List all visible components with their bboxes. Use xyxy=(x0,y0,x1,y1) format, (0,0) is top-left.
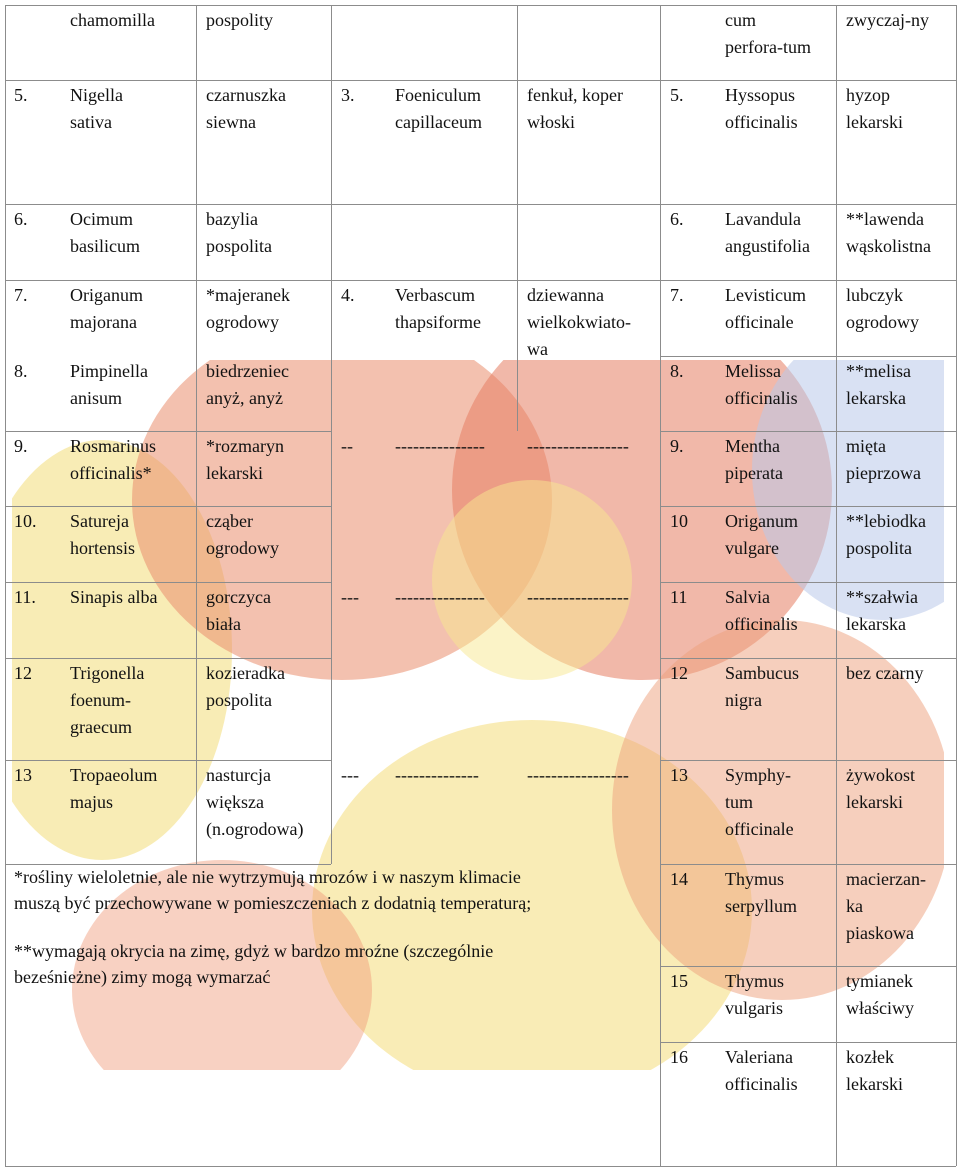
cell-r6-c-num xyxy=(670,508,688,535)
cell-line: zwyczaj-ny xyxy=(846,10,929,30)
cell-line: lekarska xyxy=(846,614,906,634)
cell-line: perfora-tum xyxy=(725,37,811,57)
cell-line: tum xyxy=(725,792,754,812)
cell-line: (n.ogrodowa) xyxy=(206,819,304,839)
cell-line: 7. xyxy=(14,285,28,305)
cell-line: Symphy- xyxy=(725,765,792,785)
cell-r7-a-pl xyxy=(206,584,271,638)
table-rule xyxy=(660,658,956,659)
cell-r3-b-num xyxy=(341,282,355,309)
cell-line: basilicum xyxy=(70,236,140,256)
table-rule xyxy=(660,280,956,281)
cell-line: nigra xyxy=(725,690,762,710)
table-rule xyxy=(517,5,518,280)
cell-line: macierzan- xyxy=(846,869,926,889)
cell-line: Mentha xyxy=(725,436,780,456)
cell-line: żywokost xyxy=(846,765,915,785)
cell-r4-a-lat xyxy=(70,358,148,412)
cell-r3-c-num xyxy=(670,282,684,309)
cell-line: wa xyxy=(527,339,548,359)
cell-line: 6. xyxy=(670,209,684,229)
cell-r1-b-pl xyxy=(527,82,623,136)
cell-line: 8. xyxy=(14,361,28,381)
cell-r9-b-pl xyxy=(527,762,629,789)
cell-r3-c-pl xyxy=(846,282,919,336)
cell-line: Sambucus xyxy=(725,663,799,683)
cell-r1-a-lat xyxy=(70,82,123,136)
cell-line: Tropaeolum xyxy=(70,765,158,785)
cell-r9-c-pl xyxy=(846,762,915,816)
cell-line: Thymus xyxy=(725,971,785,991)
cell-r9-b-lat xyxy=(395,762,479,789)
table-rule xyxy=(5,431,331,432)
cell-r7-b-num xyxy=(341,584,359,611)
cell-line: wielkokwiato- xyxy=(527,312,631,332)
cell-r0-a-pl xyxy=(206,7,273,34)
cell-line: Melissa xyxy=(725,361,781,381)
cell-line: 6. xyxy=(14,209,28,229)
table-rule xyxy=(660,5,661,1166)
cell-r5-a-pl xyxy=(206,433,284,487)
cell-r2-c-num xyxy=(670,206,684,233)
cell-line: nasturcja xyxy=(206,765,271,785)
cell-line: --- xyxy=(341,587,359,607)
cell-r9-a-pl xyxy=(206,762,303,843)
table-rule xyxy=(660,760,956,761)
table-rule xyxy=(331,204,660,205)
cell-r4-a-pl xyxy=(206,358,289,412)
cell-r8-a-num xyxy=(14,660,32,687)
cell-r1-a-pl xyxy=(206,82,286,136)
cell-line: gorczyca xyxy=(206,587,271,607)
footnote-note2-line2: beześnieżne) zimy mogą wymarzać xyxy=(14,967,271,987)
cell-r7-c-lat xyxy=(725,584,798,638)
cell-r5-c-num xyxy=(670,433,684,460)
cell-line: Trigonella xyxy=(70,663,145,683)
cell-line: **lebiodka xyxy=(846,511,926,531)
cell-line: pospolita xyxy=(846,538,912,558)
cell-r11-c-num xyxy=(670,968,688,995)
cell-r7-b-lat xyxy=(395,584,485,611)
cell-line: thapsiforme xyxy=(395,312,481,332)
table-rule xyxy=(660,864,956,865)
cell-line: pospolita xyxy=(206,236,272,256)
cell-r12-c-pl xyxy=(846,1044,903,1098)
cell-line: 15 xyxy=(670,971,688,991)
cell-line: Verbascum xyxy=(395,285,475,305)
cell-line: officinalis xyxy=(725,112,798,132)
table-rule xyxy=(5,582,331,583)
cell-line: Rosmarinus xyxy=(70,436,157,456)
cell-line: lekarski xyxy=(846,1074,903,1094)
cell-line: vulgaris xyxy=(725,998,783,1018)
cell-line: bez czarny xyxy=(846,663,924,683)
cell-line: biała xyxy=(206,614,241,634)
cell-line: anisum xyxy=(70,388,122,408)
cell-line: --------------- xyxy=(395,436,485,456)
cell-line: włoski xyxy=(527,112,576,132)
cell-line: ogrodowy xyxy=(206,312,279,332)
cell-line: Sinapis alba xyxy=(70,587,158,607)
cell-line: Hyssopus xyxy=(725,85,796,105)
cell-r1-c-lat xyxy=(725,82,798,136)
cell-line: cum xyxy=(725,10,756,30)
cell-line: 13 xyxy=(14,765,32,785)
cell-r3-a-pl xyxy=(206,282,290,336)
cell-line: pieprzowa xyxy=(846,463,921,483)
cell-r6-c-lat xyxy=(725,508,798,562)
cell-r11-c-lat xyxy=(725,968,784,1022)
table-rule xyxy=(5,760,331,761)
cell-line: vulgare xyxy=(725,538,779,558)
cell-line: czarnuszka xyxy=(206,85,286,105)
cell-line: sativa xyxy=(70,112,112,132)
cell-line: graecum xyxy=(70,717,132,737)
cell-line: piperata xyxy=(725,463,783,483)
table-rule xyxy=(331,280,660,281)
table-rule xyxy=(5,80,331,81)
cell-line: Thymus xyxy=(725,869,785,889)
cell-line: tymianek xyxy=(846,971,913,991)
cell-r5-c-lat xyxy=(725,433,783,487)
table-rule xyxy=(196,5,197,864)
table-rule xyxy=(331,80,660,81)
cell-line: 5. xyxy=(670,85,684,105)
table-rule xyxy=(5,658,331,659)
cell-line: biedrzeniec xyxy=(206,361,289,381)
cell-r3-b-lat xyxy=(395,282,481,336)
table-rule xyxy=(956,5,957,1166)
table-rule xyxy=(331,5,332,864)
cell-line: 5. xyxy=(14,85,28,105)
cell-r1-c-pl xyxy=(846,82,903,136)
cell-line: 4. xyxy=(341,285,355,305)
cell-line: Lavandula xyxy=(725,209,801,229)
cell-line: 9. xyxy=(670,436,684,456)
cell-line: 8. xyxy=(670,361,684,381)
cell-r7-a-lat xyxy=(70,584,158,611)
cell-line: 11. xyxy=(14,587,36,607)
cell-r4-a-num xyxy=(14,358,28,385)
cell-r4-c-pl xyxy=(846,358,911,412)
cell-line: officinale xyxy=(725,312,794,332)
cell-line: mięta xyxy=(846,436,886,456)
cell-line: ----------------- xyxy=(527,765,629,785)
table-rule xyxy=(517,280,518,431)
cell-r9-b-num xyxy=(341,762,359,789)
cell-r9-c-lat xyxy=(725,762,794,843)
cell-line: pospolity xyxy=(206,10,274,30)
cell-r2-a-pl xyxy=(206,206,272,260)
cell-line: Satureja xyxy=(70,511,129,531)
table-rule xyxy=(660,356,956,357)
cell-line: lubczyk xyxy=(846,285,903,305)
cell-r1-a-num xyxy=(14,82,28,109)
cell-line: anyż, anyż xyxy=(206,388,283,408)
cell-line: capillaceum xyxy=(395,112,482,132)
cell-line: 11 xyxy=(670,587,688,607)
cell-r8-c-pl xyxy=(846,660,923,687)
cell-line: --------------- xyxy=(395,587,485,607)
cell-r8-a-lat xyxy=(70,660,144,741)
cell-line: ----------------- xyxy=(527,436,629,456)
cell-line: pospolita xyxy=(206,690,272,710)
cell-line: officinalis xyxy=(725,388,798,408)
cell-r3-c-lat xyxy=(725,282,806,336)
cell-line: ogrodowy xyxy=(206,538,279,558)
cell-r6-c-pl xyxy=(846,508,926,562)
cell-line: Valeriana xyxy=(725,1047,793,1067)
cell-line: ----------------- xyxy=(527,587,629,607)
cell-r10-c-pl xyxy=(846,866,926,947)
cell-r4-c-num xyxy=(670,358,684,385)
cell-r0-a-lat xyxy=(70,7,155,34)
cell-line: -------------- xyxy=(395,765,479,785)
cell-line: chamomilla xyxy=(70,10,155,30)
table-rule xyxy=(5,204,331,205)
cell-line: officinale xyxy=(725,819,794,839)
table-rule xyxy=(660,966,956,967)
cell-r3-a-num xyxy=(14,282,28,309)
cell-line: officinalis xyxy=(725,614,798,634)
cell-line: --- xyxy=(341,765,359,785)
cell-r12-c-num xyxy=(670,1044,688,1071)
cell-line: **szałwia xyxy=(846,587,918,607)
cell-line: fenkuł, koper xyxy=(527,85,623,105)
cell-line: siewna xyxy=(206,112,256,132)
cell-r8-c-num xyxy=(670,660,688,687)
table-rule xyxy=(5,280,331,281)
cell-line: Origanum xyxy=(70,285,143,305)
cell-r7-c-num xyxy=(670,584,687,611)
footnote-note1-line1: *rośliny wieloletnie, ale nie wytrzymują mrozów i w naszym klimacie xyxy=(14,867,521,887)
cell-line: serpyllum xyxy=(725,896,797,916)
table-rule xyxy=(660,506,956,507)
cell-r1-b-lat xyxy=(395,82,482,136)
cell-line: lekarska xyxy=(846,388,906,408)
cell-line: 3. xyxy=(341,85,355,105)
cell-r4-c-lat xyxy=(725,358,798,412)
cell-line: 16 xyxy=(670,1047,688,1067)
cell-line: 7. xyxy=(670,285,684,305)
cell-line: kozieradka xyxy=(206,663,285,683)
cell-line: Ocimum xyxy=(70,209,133,229)
table-rule xyxy=(5,506,331,507)
cell-r1-b-num xyxy=(341,82,355,109)
cell-line: hyzop xyxy=(846,85,890,105)
cell-r5-a-num xyxy=(14,433,28,460)
cell-line: *majeranek xyxy=(206,285,290,305)
cell-r0-c-pl xyxy=(846,7,929,34)
cell-line: officinalis xyxy=(725,1074,798,1094)
footnote-note2-line1: **wymagają okrycia na zimę, gdyż w bardzo mroźne (szczególnie xyxy=(14,941,494,961)
cell-r6-a-lat xyxy=(70,508,135,562)
cell-line: officinalis* xyxy=(70,463,152,483)
cell-line: kozłek xyxy=(846,1047,894,1067)
cell-r11-c-pl xyxy=(846,968,914,1022)
cell-r9-a-num xyxy=(14,762,32,789)
cell-line: 10 xyxy=(670,511,688,531)
cell-r5-b-pl xyxy=(527,433,629,460)
cell-r8-c-lat xyxy=(725,660,799,714)
cell-line: bazylia xyxy=(206,209,258,229)
cell-line: Nigella xyxy=(70,85,123,105)
table-rule xyxy=(660,1042,956,1043)
table-rule xyxy=(5,5,6,1166)
cell-line: Salvia xyxy=(725,587,770,607)
table-rule xyxy=(660,582,956,583)
cell-line: Origanum xyxy=(725,511,798,531)
cell-r9-c-num xyxy=(670,762,688,789)
cell-r3-a-lat xyxy=(70,282,143,336)
cell-line: ka xyxy=(846,896,863,916)
table-rule xyxy=(5,5,956,6)
cell-line: 9. xyxy=(14,436,28,456)
cell-r10-c-num xyxy=(670,866,688,893)
cell-r0-c-lat xyxy=(725,7,811,61)
cell-r10-c-lat xyxy=(725,866,797,920)
cell-line: dziewanna xyxy=(527,285,604,305)
cell-line: Foeniculum xyxy=(395,85,481,105)
cell-r8-a-pl xyxy=(206,660,285,714)
table-rule xyxy=(660,80,956,81)
cell-line: hortensis xyxy=(70,538,135,558)
cell-line: majus xyxy=(70,792,113,812)
footnote-note1-line2: muszą być przechowywane w pomieszczeniach z dodatnią temperaturą; xyxy=(14,893,532,913)
cell-line: 12 xyxy=(670,663,688,683)
cell-line: lekarski xyxy=(846,792,903,812)
cell-r5-b-lat xyxy=(395,433,485,460)
cell-line: 14 xyxy=(670,869,688,889)
cell-r7-c-pl xyxy=(846,584,918,638)
cell-r12-c-lat xyxy=(725,1044,798,1098)
cell-line: **lawenda xyxy=(846,209,924,229)
cell-line: -- xyxy=(341,436,353,456)
cell-r6-a-pl xyxy=(206,508,279,562)
cell-r5-a-lat xyxy=(70,433,156,487)
cell-line: ogrodowy xyxy=(846,312,919,332)
table-rule xyxy=(836,5,837,1166)
cell-r7-a-num xyxy=(14,584,36,611)
cell-line: lekarski xyxy=(846,112,903,132)
cell-line: Pimpinella xyxy=(70,361,148,381)
cell-r2-c-pl xyxy=(846,206,931,260)
cell-line: lekarski xyxy=(206,463,263,483)
table-rule xyxy=(5,1166,956,1167)
cell-r1-c-num xyxy=(670,82,684,109)
table-rule xyxy=(660,431,956,432)
cell-r5-b-num xyxy=(341,433,353,460)
cell-line: cząber xyxy=(206,511,253,531)
cell-line: majorana xyxy=(70,312,137,332)
cell-line: większa xyxy=(206,792,264,812)
cell-r7-b-pl xyxy=(527,584,629,611)
cell-line: 13 xyxy=(670,765,688,785)
cell-line: 10. xyxy=(14,511,37,531)
cell-r5-c-pl xyxy=(846,433,921,487)
cell-line: *rozmaryn xyxy=(206,436,284,456)
cell-line: Levisticum xyxy=(725,285,806,305)
cell-line: foenum- xyxy=(70,690,131,710)
cell-r2-a-num xyxy=(14,206,28,233)
cell-line: 12 xyxy=(14,663,32,683)
cell-line: wąskolistna xyxy=(846,236,931,256)
table-rule xyxy=(660,204,956,205)
cell-r6-a-num xyxy=(14,508,37,535)
cell-r9-a-lat xyxy=(70,762,157,816)
cell-r3-b-pl xyxy=(527,282,631,363)
cell-line: angustifolia xyxy=(725,236,810,256)
cell-line: właściwy xyxy=(846,998,914,1018)
cell-line: piaskowa xyxy=(846,923,914,943)
cell-r2-a-lat xyxy=(70,206,140,260)
cell-line: **melisa xyxy=(846,361,911,381)
cell-r2-c-lat xyxy=(725,206,810,260)
